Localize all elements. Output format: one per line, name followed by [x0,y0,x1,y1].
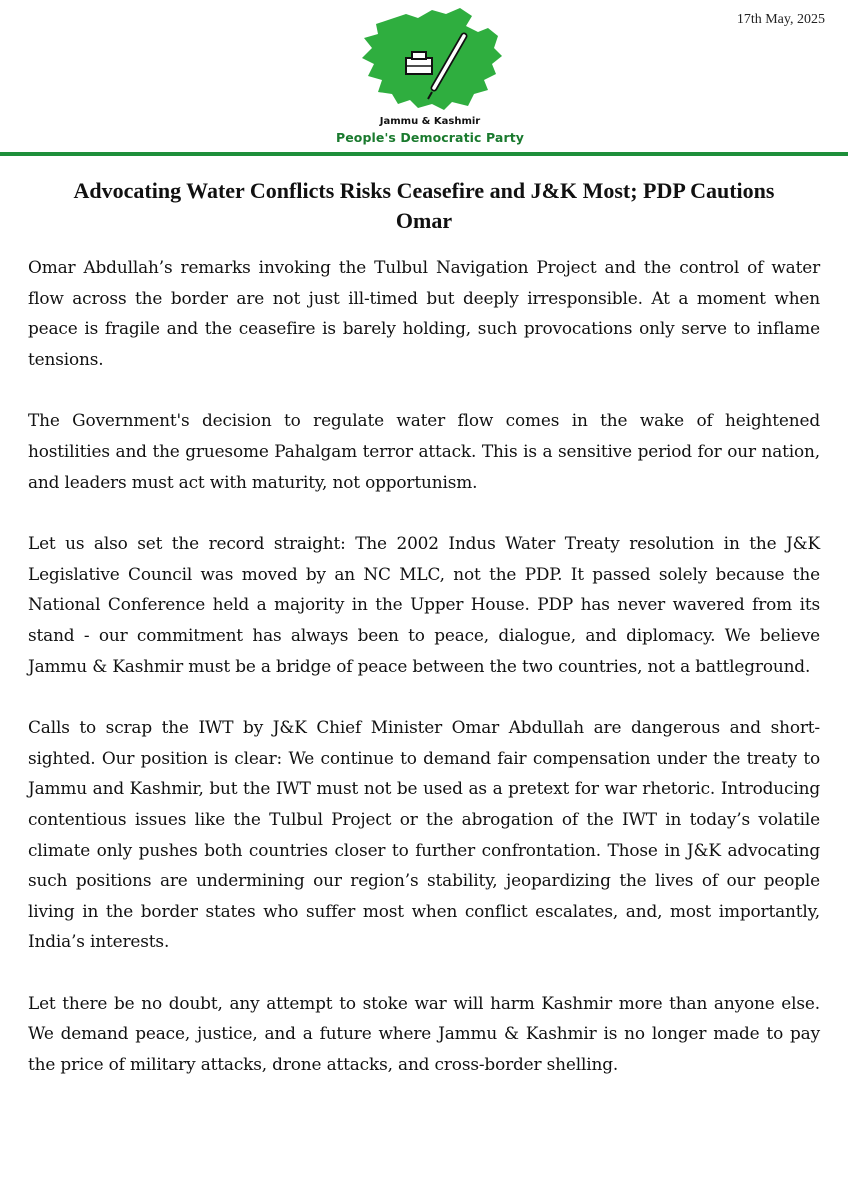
paragraph: Let there be no doubt, any attempt to stoke war will harm Kashmir more than anyone else. We demand peace, justice, and a future where Jammu & Kashmir is no longer made to pay the price of military attacks, drone attacks, and cross-border shelling. [28,992,820,1075]
paragraph: Omar Abdullah’s remarks invoking the Tulbul Navigation Project and the control of water flow across the border are not just ill-timed but deeply irresponsible. At a moment when peace is fragile and the ceasefire is barely holding, such provocations only serve to inflame tensions. [28,257,820,369]
party-logo [330,6,530,146]
paragraph: The Government's decision to regulate water flow comes in the wake of heightened hostilities and the gruesome Pahalgam terror attack. This is a sensitive period for our nation, and leaders must act with maturity, not opportunism. [28,410,820,492]
paragraph: Let us also set the record straight: The 2002 Indus Water Treaty resolution in the J&K Legislative Council was moved by an NC MLC, not the PDP. It passed solely because the National Conference held a majority in the Upper House. PDP has never wavered from its stand - our commitment has always been to peace, dialogue, and diplomacy. We believe Jammu & Kashmir must be a bridge of peace between the two countries, not a battleground. [28,533,820,676]
press-release-date: 17th May, 2025 [736,12,825,27]
logo-party-name: People's Democratic Party [335,130,525,145]
logo-region-text: Jammu & Kashmir [379,116,481,127]
paragraph: Calls to scrap the IWT by J&K Chief Minister Omar Abdullah are dangerous and short-sighted. Our position is clear: We continue to demand fair compensation under the treaty to Jammu and Kashmir, but the IWT must not be used as a pretext for war rhetoric. Introducing contentious issues like the Tulbul Project or the abrogation of the IWT in today’s volatile climate only pushes both countries closer to further confrontation. Those in J&K advocating such positions are undermining our region’s stability, jeopardizing the lives of our people living in the border states who suffer most when conflict escalates, and, most importantly, India’s interests. [28,717,820,952]
press-release-body [28,252,820,1111]
header-divider [0,152,848,156]
jk-map-emblem-icon [348,6,508,114]
page-title: Advocating Water Conflicts Risks Ceasefire and J&K Most; PDP Cautions Omar [73,178,775,233]
